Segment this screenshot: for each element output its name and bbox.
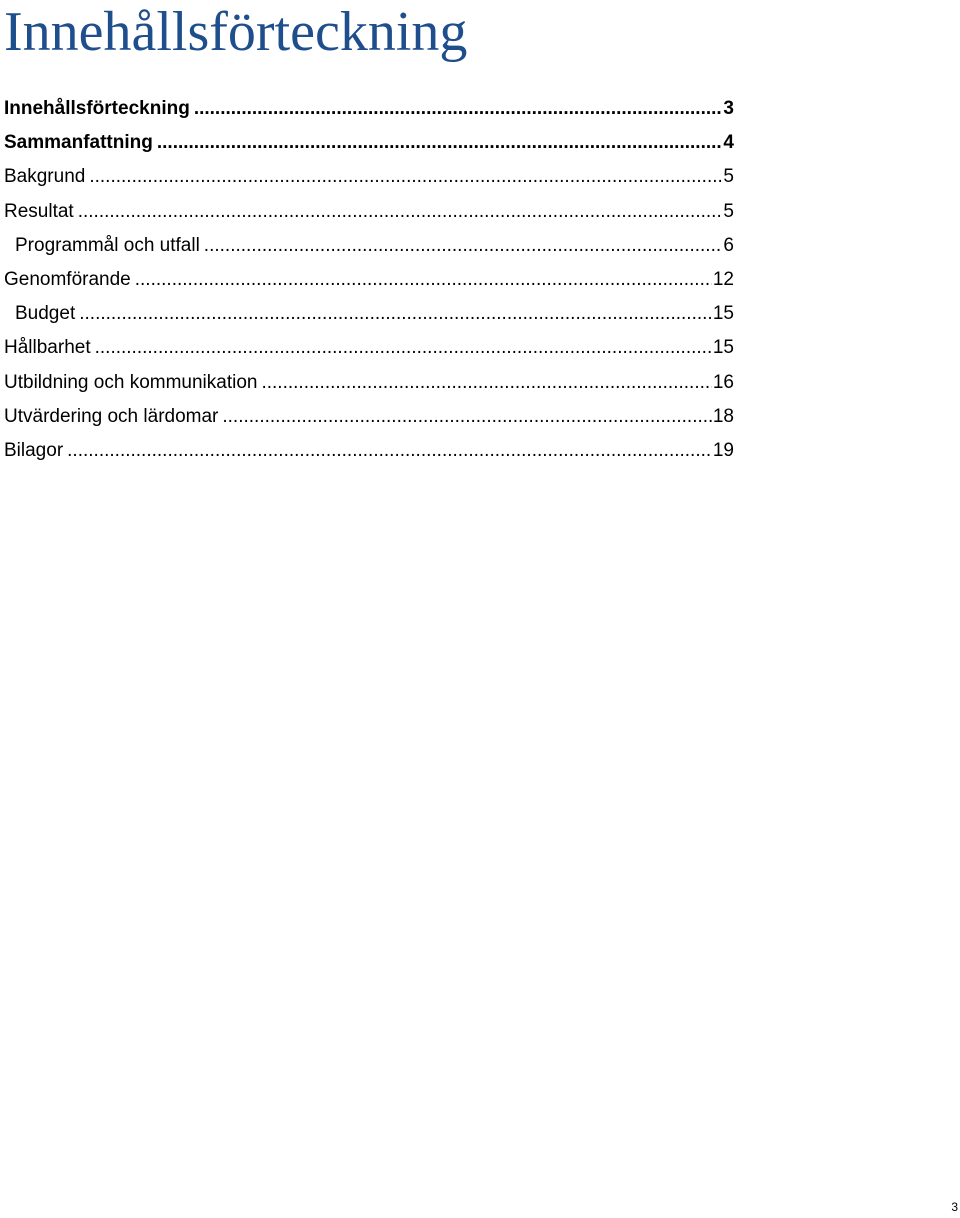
toc-entry-title: Utbildning och kommunikation bbox=[4, 371, 258, 393]
toc-entry[interactable] bbox=[4, 229, 734, 263]
toc-entry-title: Sammanfattning bbox=[4, 132, 153, 154]
toc-entry[interactable] bbox=[4, 263, 734, 297]
toc-dot-leader bbox=[79, 297, 712, 331]
toc-dot-leader bbox=[157, 126, 723, 160]
toc-entry[interactable] bbox=[4, 160, 734, 194]
toc-dot-leader bbox=[89, 160, 722, 194]
toc-entry-page: 12 bbox=[712, 268, 734, 290]
toc-entry[interactable] bbox=[4, 400, 734, 434]
toc-dot-leader bbox=[95, 331, 712, 365]
toc-dot-leader bbox=[67, 434, 712, 468]
toc-entry-title: Resultat bbox=[4, 200, 74, 222]
toc-entry-page: 16 bbox=[712, 371, 734, 393]
toc-entry-page: 4 bbox=[723, 132, 734, 154]
toc-dot-leader bbox=[222, 400, 711, 434]
toc-entry[interactable] bbox=[4, 195, 734, 229]
toc-entry-page: 15 bbox=[712, 303, 734, 325]
toc-entry-page: 19 bbox=[712, 439, 734, 461]
page-number: 3 bbox=[951, 1200, 958, 1214]
toc-entry-title: Bakgrund bbox=[4, 166, 86, 188]
toc-dot-leader bbox=[204, 229, 723, 263]
toc-dot-leader bbox=[78, 195, 723, 229]
toc-entry-title: Bilagor bbox=[4, 439, 64, 461]
toc-entry-title: Utvärdering och lärdomar bbox=[4, 405, 219, 427]
toc-entry[interactable] bbox=[4, 366, 734, 400]
toc-entry-page: 6 bbox=[723, 234, 734, 256]
toc-entry-page: 5 bbox=[723, 166, 734, 188]
toc-entry-title: Hållbarhet bbox=[4, 337, 91, 359]
toc-dot-leader bbox=[194, 92, 723, 126]
toc-entry-page: 18 bbox=[712, 405, 734, 427]
toc-dot-leader bbox=[135, 263, 712, 297]
toc-entry[interactable] bbox=[4, 434, 734, 468]
toc-entry[interactable] bbox=[4, 92, 734, 126]
toc-entry[interactable] bbox=[4, 331, 734, 365]
page-title: Innehållsförteckning bbox=[4, 1, 468, 63]
toc-entry[interactable] bbox=[4, 297, 734, 331]
toc-entry-page: 5 bbox=[723, 200, 734, 222]
toc-entry-page: 3 bbox=[723, 98, 734, 119]
toc-entry[interactable] bbox=[4, 126, 734, 160]
toc-entry-title: Innehållsförteckning bbox=[4, 98, 190, 119]
toc-entry-title: Programmål och utfall bbox=[15, 234, 200, 256]
toc-entry-title: Budget bbox=[15, 303, 76, 325]
table-of-contents bbox=[4, 92, 734, 468]
toc-dot-leader bbox=[261, 366, 711, 400]
toc-entry-page: 15 bbox=[712, 337, 734, 359]
toc-entry-title: Genomförande bbox=[4, 268, 131, 290]
